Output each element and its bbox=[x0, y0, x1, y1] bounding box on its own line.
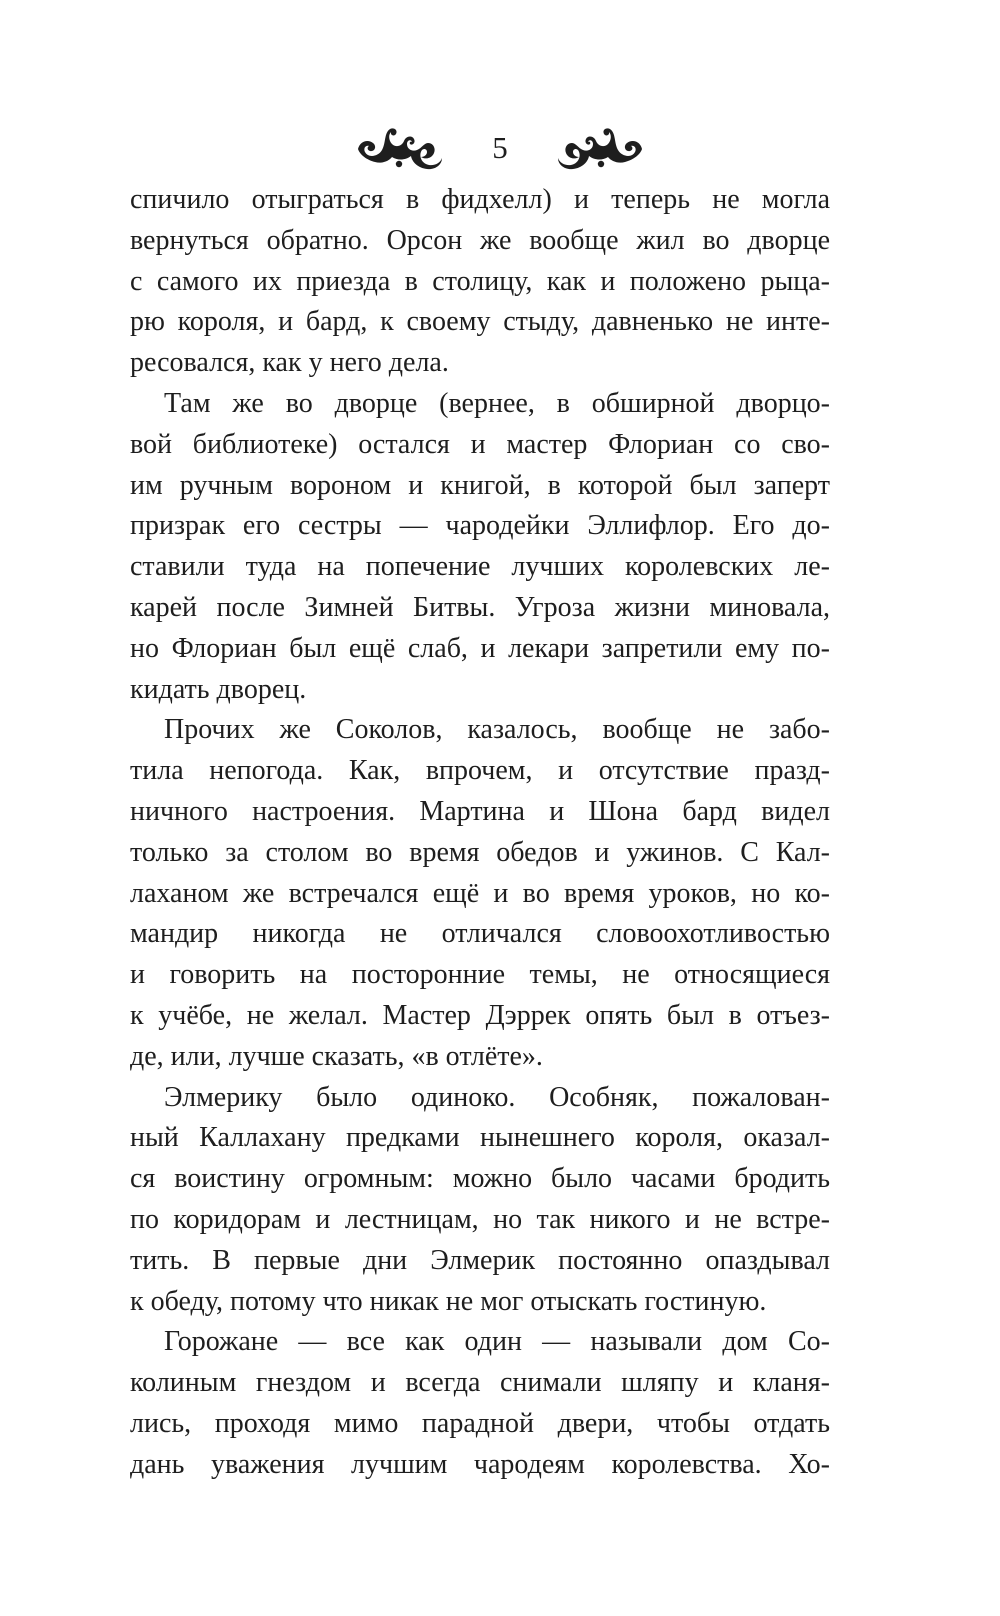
text-line: ся воистину огромным: можно было часами бродить bbox=[130, 1163, 830, 1195]
text-line: к учёбе, не желал. Мастер Дэррек опять был в отъез- bbox=[130, 999, 830, 1031]
text-line: спичило отыграться в фидхелл) и теперь не могла bbox=[130, 184, 830, 215]
text-line: дань уважения лучшим чародеям королевства. Хо- bbox=[130, 1448, 830, 1480]
ornament-flourish-left-icon bbox=[354, 119, 446, 175]
page-number: 5 bbox=[492, 129, 508, 165]
paragraph-2 bbox=[130, 384, 830, 710]
text-line: тила непогода. Как, впрочем, и отсутствие празд- bbox=[130, 755, 830, 787]
text-line: по коридорам и лестницам, но так никого и не встре- bbox=[130, 1203, 830, 1235]
text-line: Там же во дворце (вернее, в обширной дворцо- bbox=[164, 387, 830, 419]
text-line: тить. В первые дни Элмерик постоянно опаздывал bbox=[130, 1244, 830, 1276]
text-line: Горожане — все как один — называли дом Со- bbox=[164, 1326, 830, 1358]
text-line: колиным гнездом и всегда снимали шляпу и кланя- bbox=[130, 1367, 830, 1399]
text-line: де, или, лучше сказать, «в отлёте». bbox=[130, 1040, 543, 1072]
page-header bbox=[0, 112, 1000, 182]
text-line: но Флориан был ещё слаб, и лекари запретили ему по- bbox=[130, 632, 830, 664]
paragraph-5 bbox=[130, 1322, 830, 1485]
text-line: ресовался, как у него дела. bbox=[130, 347, 449, 379]
text-line: и говорить на посторонние темы, не относящиеся bbox=[130, 959, 830, 991]
text-line: к обеду, потому что никак не мог отыскать гостиную. bbox=[130, 1285, 767, 1317]
text-line: Прочих же Соколов, казалось, вообще не забо- bbox=[164, 714, 830, 746]
body-text bbox=[130, 180, 830, 1486]
text-line: с самого их приезда в столицу, как и положено рыца- bbox=[130, 265, 830, 297]
text-line: лись, проходя мимо парадной двери, чтобы отдать bbox=[130, 1407, 830, 1439]
text-line: вернуться обратно. Орсон же вообще жил во дворце bbox=[130, 224, 830, 256]
text-line: ничного настроения. Мартина и Шона бард видел bbox=[130, 795, 830, 827]
text-line: ставили туда на попечение лучших королевских ле- bbox=[130, 551, 830, 583]
text-line: кидать дворец. bbox=[130, 673, 307, 705]
ornament-flourish-right-icon bbox=[554, 119, 646, 175]
text-line: мандир никогда не отличался словоохотливостью bbox=[130, 918, 830, 950]
text-line: рю короля, и бард, к своему стыду, давненько не инте- bbox=[130, 306, 830, 338]
text-line: карей после Зимней Битвы. Угроза жизни миновала, bbox=[130, 591, 830, 623]
text-line: Элмерику было одиноко. Особняк, пожалован- bbox=[164, 1081, 830, 1113]
text-line: лаханом же встречался ещё и во время уроков, но ко- bbox=[130, 877, 830, 909]
text-line: только за столом во время обедов и ужинов. С Кал- bbox=[130, 836, 830, 868]
paragraph-3 bbox=[130, 710, 830, 1077]
text-line: вой библиотеке) остался и мастер Флориан со сво- bbox=[130, 428, 830, 460]
paragraph-4 bbox=[130, 1078, 830, 1323]
text-line: им ручным вороном и книгой, в которой был заперт bbox=[130, 469, 830, 501]
paragraph-1 bbox=[130, 180, 830, 384]
text-line: призрак его сестры — чародейки Эллифлор. Его до- bbox=[130, 510, 830, 542]
text-line: ный Каллахану предками нынешнего короля, оказал- bbox=[130, 1122, 830, 1154]
